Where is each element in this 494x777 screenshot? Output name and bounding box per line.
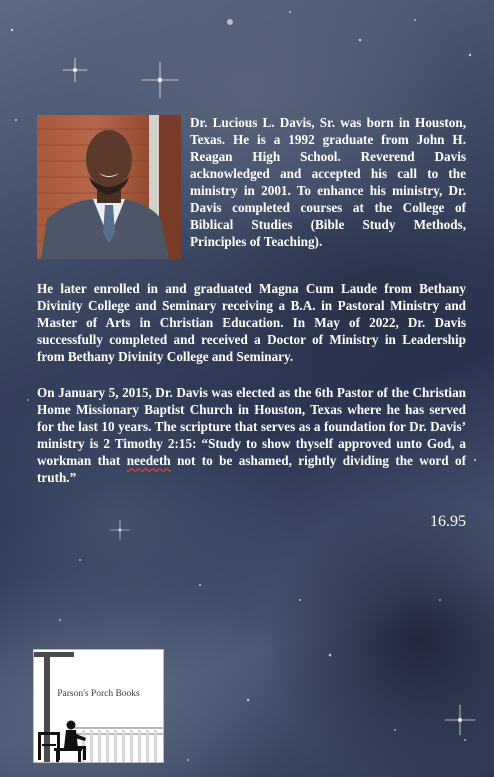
bio-paragraph-3 [37,384,466,486]
author-photo [37,115,181,259]
bio-paragraph-3-part-b: not to be ashamed, rightly dividing the word of truth.” [37,453,466,485]
bio-paragraph-2: He later enrolled in and graduated Magna Cum Laude from Bethany Divinity College and Seminary receiving a B.A. in Pastoral Ministry and Master of Arts in Christian Education. In May of 2022, Dr. Davis successfully completed and received a Doctor of Ministry in Leadership from Bethany Divinity College and Seminary. [37,281,466,364]
bio-paragraph-3-part-a: On January 5, 2015, Dr. Davis was elected as the 6th Pastor of the Christian Home Missionary Baptist Church in Houston, Texas where he has served for the last 10 years. The scripture that serves as a foundation for Dr. Davis’ ministry is 2 Timothy 2:15: “Study to show thyself approved unto God, a workman that [37,385,466,468]
spellcheck-flagged-word: needeth [126,453,171,468]
price-label: 16.95 [430,513,466,530]
bio-paragraph-1: Dr. Lucious L. Davis, Sr. was born in Houston, Texas. He is a 1992 graduate from John H. Reagan High School. Reverend Davis acknowledged and accepted his call to the ministry in 2001. To enhance his ministry, Dr. Davis completed courses at the College of Biblical Studies (Bible Study Methods, Principles of Teaching). [190,115,466,249]
publisher-name: Parson's Porch Books [57,689,140,699]
porch-illustration [34,650,163,762]
publisher-logo [33,649,164,763]
